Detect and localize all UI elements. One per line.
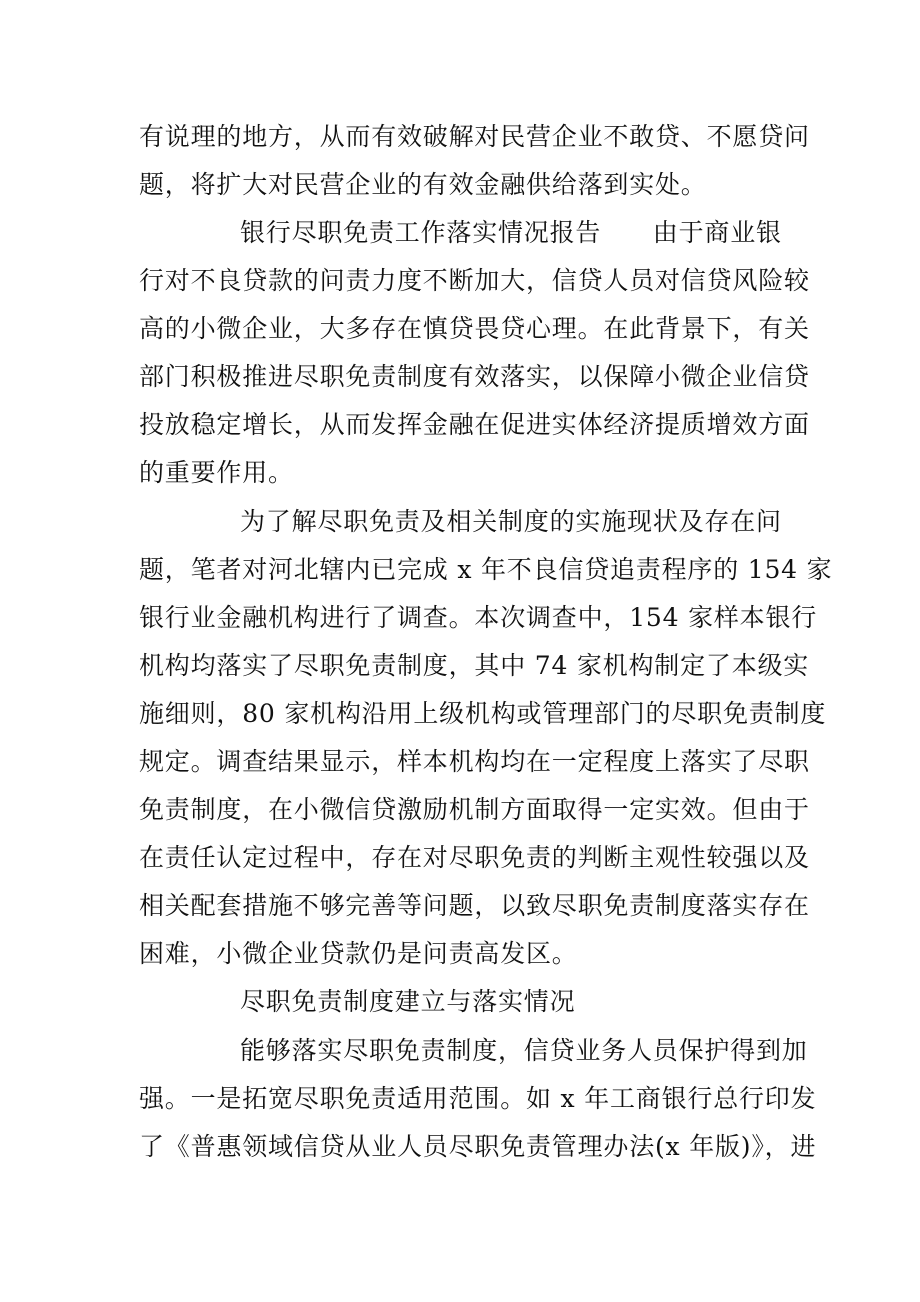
text-line: 行对不良贷款的问责力度不断加大，信贷人员对信贷风险较 (139, 266, 810, 295)
text-line: 银行业金融机构进行了调查。本次调查中，154 家样本银行 (139, 603, 818, 632)
text-line: 题，将扩大对民营企业的有效金融供给落到实处。 (139, 170, 707, 199)
section-heading: 尽职免责制度建立与落实情况 (240, 987, 576, 1016)
text-line: 相关配套措施不够完善等问题，以致尽职免责制度落实存在 (139, 891, 810, 920)
section-heading-line: 银行尽职免责工作落实情况报告 由于商业银 (240, 218, 782, 247)
text-line: 施细则，80 家机构沿用上级机构或管理部门的尽职免责制度 (139, 699, 827, 728)
text-line: 强。一是拓宽尽职免责适用范围。如 x 年工商银行总行印发 (139, 1084, 817, 1113)
text-line: 部门积极推进尽职免责制度有效落实，以保障小微企业信贷 (139, 362, 810, 391)
text-line: 投放稳定增长，从而发挥金融在促进实体经济提质增效方面 (139, 410, 810, 439)
text-line: 题，笔者对河北辖内已完成 x 年不良信贷追责程序的 154 家 (139, 555, 833, 584)
text-line: 为了解尽职免责及相关制度的实施现状及存在问 (240, 507, 782, 536)
text-line: 能够落实尽职免责制度，信贷业务人员保护得到加 (240, 1036, 808, 1065)
text-line: 机构均落实了尽职免责制度，其中 74 家机构制定了本级实 (139, 651, 810, 680)
text-line: 困难，小微企业贷款仍是问责高发区。 (139, 939, 578, 968)
text-line: 高的小微企业，大多存在慎贷畏贷心理。在此背景下，有关 (139, 314, 810, 343)
text-line: 的重要作用。 (139, 458, 294, 487)
text-line: 了《普惠领域信贷从业人员尽职免责管理办法(x 年版)》，进 (139, 1132, 817, 1161)
text-line: 规定。调查结果显示，样本机构均在一定程度上落实了尽职 (139, 747, 810, 776)
text-line: 在责任认定过程中，存在对尽职免责的判断主观性较强以及 (139, 843, 810, 872)
text-line: 有说理的地方，从而有效破解对民营企业不敢贷、不愿贷问 (139, 122, 810, 151)
text-line: 免责制度，在小微信贷激励机制方面取得一定实效。但由于 (139, 795, 810, 824)
